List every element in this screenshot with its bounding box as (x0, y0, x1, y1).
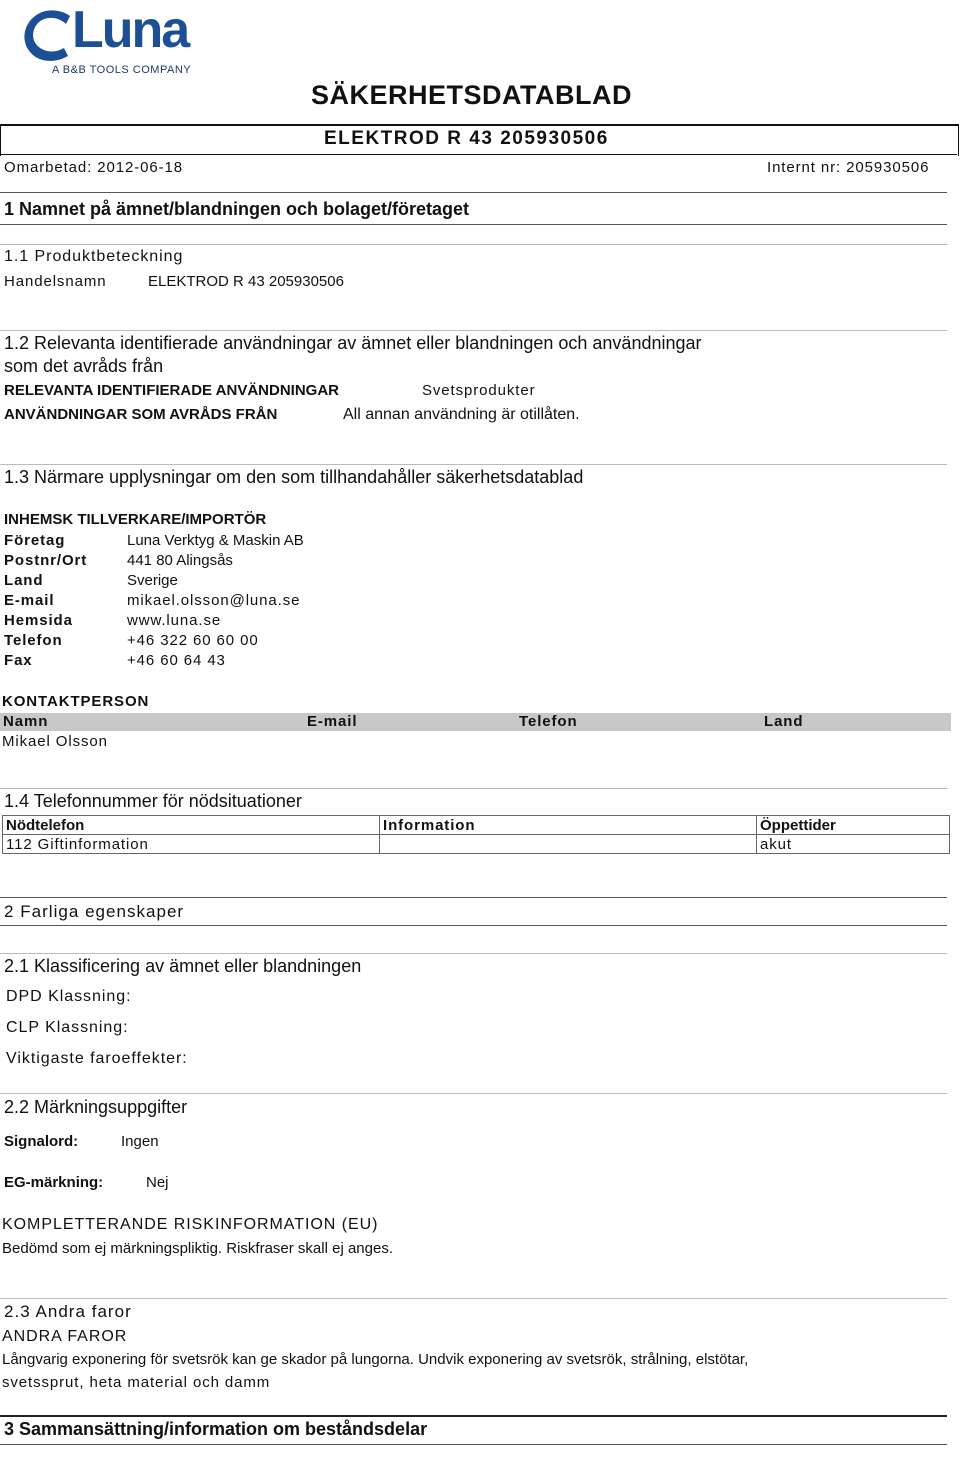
section-3-top-rule (0, 1415, 947, 1417)
advised-against-value: All annan användning är otillåten. (343, 406, 580, 423)
logo-wordmark: Luna (72, 1, 189, 59)
phone-label: Telefon (4, 632, 63, 649)
emergency-table-row (3, 835, 950, 854)
section-1-4-rule (0, 788, 947, 789)
fax-value: +46 60 64 43 (127, 652, 226, 669)
section-2-2-rule (0, 1093, 947, 1094)
trade-name-value: ELEKTROD R 43 205930506 (148, 273, 344, 290)
section-2-bottom-rule (0, 925, 947, 926)
phone-value: +46 322 60 60 00 (127, 632, 259, 649)
other-hazards-subheading: ANDRA FAROR (2, 1328, 128, 1345)
section-2-2-heading: 2.2 Märkningsuppgifter (4, 1097, 188, 1117)
section-1-4-heading: 1.4 Telefonnummer för nödsituationer (4, 791, 302, 811)
emergency-info-cell (380, 835, 757, 854)
luna-c-mark-icon (18, 8, 78, 64)
postal-label: Postnr/Ort (4, 552, 88, 569)
fax-label: Fax (4, 652, 33, 669)
section-2-3-heading: 2.3 Andra faror (4, 1302, 132, 1321)
company-value: Luna Verktyg & Maskin AB (127, 532, 304, 549)
emergency-phone-table (2, 815, 950, 854)
company-logo (18, 1, 198, 80)
emergency-col-info: Information (380, 816, 757, 835)
section-2-heading: 2 Farliga egenskaper (4, 902, 185, 921)
clp-classification: CLP Klassning: (6, 1019, 129, 1036)
section-3-heading: 3 Sammansättning/information om beståndsdelar (4, 1419, 428, 1439)
importer-heading: INHEMSK TILLVERKARE/IMPORTÖR (4, 511, 267, 528)
section-1-1-rule (0, 244, 947, 245)
section-1-2-heading-line1: 1.2 Relevanta identifierade användningar av ämnet eller blandningen och användningar (4, 333, 702, 353)
country-value: Sverige (127, 572, 178, 589)
dpd-classification: DPD Klassning: (6, 988, 132, 1005)
postal-value: 441 80 Alingsås (127, 552, 233, 569)
section-3-bottom-rule (0, 1444, 947, 1445)
contact-col-name: Namn (3, 713, 49, 730)
emergency-col-phone: Nödtelefon (3, 816, 380, 835)
contact-heading: KONTAKTPERSON (2, 693, 150, 710)
supplementary-risk-heading: KOMPLETTERANDE RISKINFORMATION (EU) (2, 1216, 379, 1233)
contact-col-phone: Telefon (519, 713, 578, 730)
contact-name-cell: Mikael Olsson (2, 733, 108, 750)
section-1-3-heading: 1.3 Närmare upplysningar om den som tillhandahåller säkerhetsdatablad (4, 467, 584, 487)
website-value[interactable]: www.luna.se (127, 612, 222, 629)
header-divider (0, 154, 957, 155)
supplementary-risk-text: Bedömd som ej märkningspliktig. Riskfraser skall ej anges. (2, 1240, 393, 1257)
email-label: E-mail (4, 592, 55, 609)
country-label: Land (4, 572, 44, 589)
email-value[interactable]: mikael.olsson@luna.se (127, 592, 301, 609)
relevant-uses-label: RELEVANTA IDENTIFIERADE ANVÄNDNINGAR (4, 382, 340, 399)
product-title: ELEKTROD R 43 205930506 (324, 128, 609, 149)
section-1-bottom-rule (0, 224, 947, 225)
company-label: Företag (4, 532, 66, 549)
section-1-1-heading: 1.1 Produktbeteckning (4, 248, 184, 265)
signal-word-label: Signalord: (4, 1133, 79, 1150)
section-2-1-rule (0, 953, 947, 954)
section-1-heading: 1 Namnet på ämnet/blandningen och bolaget/företaget (4, 199, 470, 219)
section-1-3-rule (0, 464, 947, 465)
emergency-phone-cell: 112 Giftinformation (3, 835, 380, 854)
document-title: SÄKERHETSDATABLAD (311, 80, 632, 110)
contact-col-country: Land (764, 713, 804, 730)
section-2-top-rule (0, 897, 947, 898)
section-1-2-heading-line2: som det avråds från (4, 356, 164, 376)
advised-against-label: ANVÄNDNINGAR SOM AVRÅDS FRÅN (4, 406, 278, 423)
trade-name-label: Handelsnamn (4, 273, 107, 290)
eg-marking-value: Nej (146, 1174, 169, 1191)
main-hazard-effects: Viktigaste faroeffekter: (6, 1050, 188, 1067)
other-hazards-text-line1: Långvarig exponering för svetsrök kan ge skador på lungorna. Undvik exponering av svetsrök, strålning, elstötar, (2, 1351, 749, 1368)
eg-marking-label: EG-märkning: (4, 1174, 104, 1191)
other-hazards-text-line2: svetssprut, heta material och damm (2, 1374, 271, 1391)
emergency-hours-cell: akut (757, 835, 950, 854)
signal-word-value: Ingen (121, 1133, 159, 1150)
website-label: Hemsida (4, 612, 73, 629)
emergency-col-hours: Öppettider (757, 816, 950, 835)
section-1-2-rule (0, 330, 947, 331)
internal-number: Internt nr: 205930506 (767, 159, 930, 176)
emergency-table-header-row (3, 816, 950, 835)
revised-date: Omarbetad: 2012-06-18 (4, 159, 183, 176)
section-2-1-heading: 2.1 Klassificering av ämnet eller blandningen (4, 956, 362, 976)
logo-tagline: A B&B TOOLS COMPANY (52, 64, 192, 76)
relevant-uses-value: Svetsprodukter (422, 382, 536, 399)
section-1-top-rule (0, 192, 947, 193)
contact-col-email: E-mail (307, 713, 358, 730)
contact-table-header (0, 713, 951, 731)
section-2-3-rule (0, 1298, 947, 1299)
